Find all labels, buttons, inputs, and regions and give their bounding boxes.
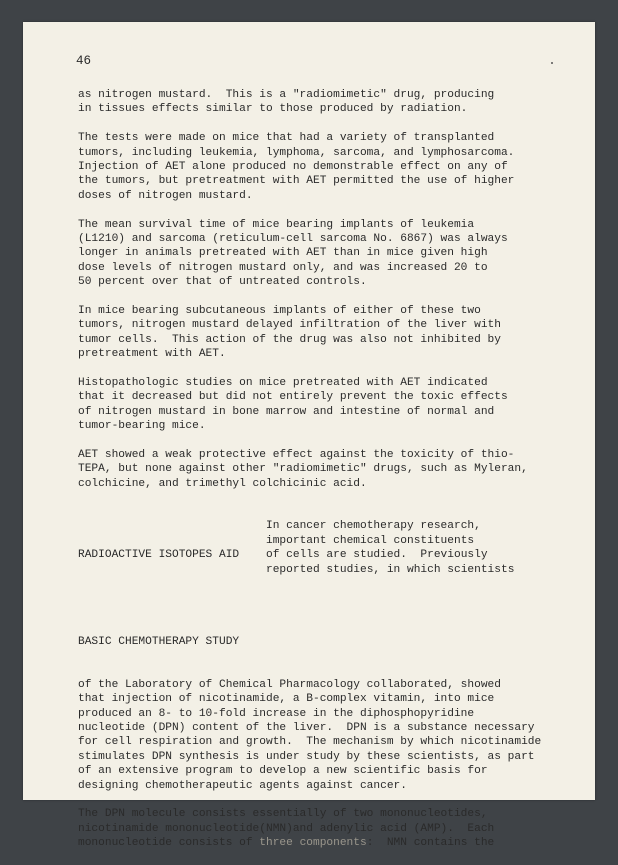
dpn-line3-start: mononucleotide consists of [78, 837, 260, 850]
paragraph-implants: In mice bearing subcutaneous implants of either of these two tumors, nitrogen mustard delayed infiltration of the liver with tumor cells. This action of the drug was also not inhibited by pretreatment with AET. [78, 305, 501, 361]
document-page [23, 22, 595, 850]
dpn-line3-faded: three components [259, 837, 367, 850]
paragraph-radiomimetic: as nitrogen mustard. This is a "radiomimetic" drug, producing in tissues effects similar to those produced by radiation. [78, 89, 495, 116]
section-heading-line2: BASIC CHEMOTHERAPY STUDY [78, 635, 240, 648]
dpn-lines: The DPN molecule consists essentially of two mononucleotides, nicotinamide mononucleotide(NMN)and adenylic acid (AMP). Each [78, 808, 495, 835]
paragraph-survival: The mean survival time of mice bearing implants of leukemia (L1210) and sarcoma (reticulum-cell sarcoma No. 6867) was always longer in animals pretreated with AET than in mice given high dose levels of nitrogen mustard only, and was increased 20 to 50 percent over that of untreated controls. [78, 218, 508, 289]
paragraph-dpn-molecule [78, 807, 578, 850]
body-text [78, 88, 578, 865]
section-intro-text: In cancer chemotherapy research, important chemical constituents of cells are studied. Previously reported studies, in which scientists [266, 520, 515, 576]
paragraph-thiotepa: AET showed a weak protective effect against the toxicity of thio- TEPA, but none against other "radiomimetic" drugs, such as Myleran, colchicine, and trimethyl colchicinic acid. [78, 449, 528, 490]
page-number: 46 [76, 54, 92, 68]
section-isotopes [78, 519, 578, 793]
dpn-line3-end: : NMN contains the [366, 837, 495, 850]
paragraph-tests: The tests were made on mice that had a variety of transplanted tumors, including leukemia, lymphoma, sarcoma, and lymphosarcoma. Injection of AET alone produced no demonstrable effect on any of the tumors, but pretreatment with AET permitted the use of higher doses of nitrogen mustard. [78, 132, 515, 202]
section-heading-line1: RADIOACTIVE ISOTOPES AID [78, 549, 240, 562]
section-head [78, 519, 578, 677]
paragraph-histopathology: Histopathologic studies on mice pretreated with AET indicated that it decreased but did not entirely prevent the toxic effects of nitrogen mustard in bone marrow and intestine of normal and tumor-bearing mice. [78, 377, 508, 433]
section-side-heading [78, 519, 266, 677]
stray-mark [551, 62, 553, 64]
section-body-text: of the Laboratory of Chemical Pharmacology collaborated, showed that injection of nicotinamide, a B-complex vitamin, into mice produced an 8- to 10-fold increase in the diphosphopyridine nucleotide (DPN) content of the liver. DPN is a substance necessary for cell respiration and growth. The mechanism by which nicotinamide stimulates DPN synthesis is under study by these scientists, as part of an extensive program to develop a new scientific basis for designing chemotherapeutic agents against cancer. [78, 678, 542, 792]
